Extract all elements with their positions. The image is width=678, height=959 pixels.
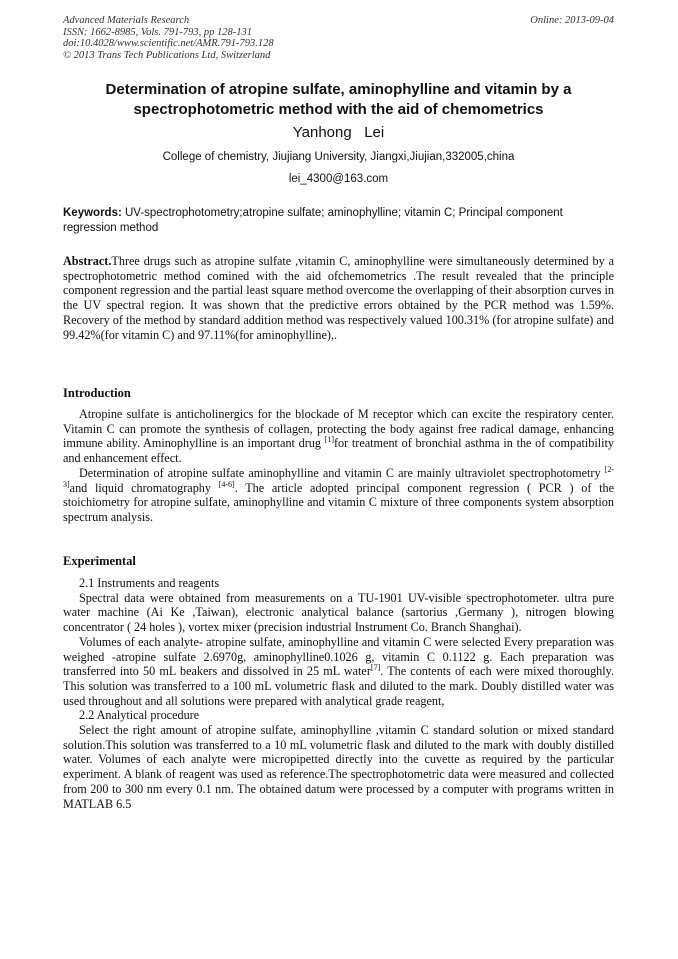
paper-title bbox=[63, 80, 614, 120]
author-email[interactable]: lei_4300@163.com bbox=[288, 173, 389, 185]
author-name: Yanhong Lei bbox=[292, 124, 385, 141]
journal-issn: ISSN: 1662-8985, Vols. 791-793, pp 128-131 bbox=[63, 26, 252, 38]
paper-title-line-2: spectrophotometric method with the aid of chemometrics bbox=[133, 101, 544, 118]
experimental-heading: Experimental bbox=[63, 554, 136, 568]
keywords bbox=[63, 206, 614, 236]
intro-p2-text-b: and liquid chromatography bbox=[69, 480, 219, 495]
abstract-text: Three drugs such as atropine sulfate ,vitamin C, aminophylline were simultaneously determined by a spectrophotometric method comined with the aid ofchemometrics .The result revealed that the principle component regression and the partial least square method overcome the overlapping of their absorption curves in the UV spectral region. It was shown that the predictive errors obtained by the PCR method was 1.59%. Recovery of the method by standard addition method was respectively valued 100.31% (for atropine sulfate) and 99.42%(for vitamin C) and 97.11%(for aminophylline),. bbox=[63, 254, 614, 342]
journal-header bbox=[63, 15, 274, 61]
citation-1: [1] bbox=[324, 435, 334, 445]
experimental-body bbox=[63, 576, 614, 811]
journal-doi[interactable]: doi:10.4028/www.scientific.net/AMR.791-793.128 bbox=[63, 38, 274, 50]
subsection-2-2-heading: 2.2 Analytical procedure bbox=[79, 708, 200, 723]
keywords-text: UV-spectrophotometry;atropine sulfate; aminophylline; vitamin C; Principal component regression method bbox=[63, 207, 563, 234]
experimental-paragraph-2 bbox=[63, 635, 614, 709]
introduction-heading: Introduction bbox=[63, 386, 131, 400]
paper-title-line-1: Determination of atropine sulfate, aminophylline and vitamin by a bbox=[105, 81, 572, 98]
abstract-label: Abstract. bbox=[63, 254, 112, 268]
author-affiliation: College of chemistry, Jiujiang University, Jiangxi,Jiujian,332005,china bbox=[162, 151, 515, 163]
journal-name: Advanced Materials Research bbox=[63, 15, 190, 26]
abstract bbox=[63, 254, 614, 342]
intro-p2-text-c: . The article adopted principal component regression ( PCR ) of the stoichiometry for atropine sulfate, aminophylline and vitamin C mixture of three components system absorption spectrum analysis. bbox=[63, 480, 615, 524]
keywords-label: Keywords: bbox=[63, 207, 122, 219]
experimental-paragraph-3: Select the right amount of atropine sulfate, aminophylline ,vitamin C standard solution or mixed standard solution.This solution was transferred to a 10 mL volumetric flask and diluted to the mark with doubly distilled water. Volumes of each analyte were micropipetted directly into the cuvette as required by the particular experiment. A blank of reagent was used as reference.The spectrophotometric data were measured and collected from 200 to 300 nm every 0.1 nm. The obtained datum were processed by a computer with programs written in MATLAB 6.5 bbox=[63, 723, 614, 811]
exp-p2-text-a: Volumes of each analyte- atropine sulfate, aminophylline and vitamin C were selected Every preparation was weighed -atropine sulfate 2.6970g, aminophylline0.1026 g, vitamin C 0.1122 g. Each preparation was transferred into 50 mL beakers and dissolved in 25 mL water bbox=[63, 634, 614, 679]
introduction-paragraph-1 bbox=[63, 407, 614, 466]
subsection-2-1-heading: 2.1 Instruments and reagents bbox=[79, 576, 220, 590]
citation-4-6: [4-6] bbox=[218, 479, 235, 489]
introduction-paragraph-2 bbox=[63, 466, 614, 525]
intro-p2-text-a: Determination of atropine sulfate aminophylline and vitamin C are mainly ultraviolet spectrophotometry bbox=[79, 465, 605, 480]
intro-p1-text-a: Atropine sulfate is anticholinergics for the blockade of M receptor which can excite the respiratory center. Vitamin C can promote the synthesis of collagen, protecting the body against free radical damage, enhancing immune ability. Aminophylline is an important drug bbox=[63, 407, 614, 451]
citation-2-3: [2-3] bbox=[63, 464, 614, 489]
intro-p1-text-b: for treatment of bronchial asthma in the of compatibility and enhancement effect. bbox=[63, 436, 614, 466]
experimental-paragraph-1: Spectral data were obtained from measurements on a TU-1901 UV-visible spectrophotometer. ultra pure water machine (Ai Ke ,Taiwan), electronic analytical balance (sartorius ,Germany ), nitrogen blowing concentrator ( 24 holes ), vortex mixer (precision industrial Instrument Co. Branch Shanghai). bbox=[63, 590, 614, 635]
introduction-body bbox=[63, 407, 614, 525]
citation-7: [7] bbox=[370, 663, 381, 673]
exp-p2-text-b: . The contents of each were mixed thoroughly. This solution was transferred to a 100 mL volumetric flask and diluted to the mark. Doubly distilled water was used throughout and all solutions were prepared with analytical grade reagent, bbox=[63, 664, 614, 708]
journal-copyright: © 2013 Trans Tech Publications Ltd, Switzerland bbox=[63, 49, 271, 61]
online-date: Online: 2013-09-04 bbox=[530, 15, 614, 26]
